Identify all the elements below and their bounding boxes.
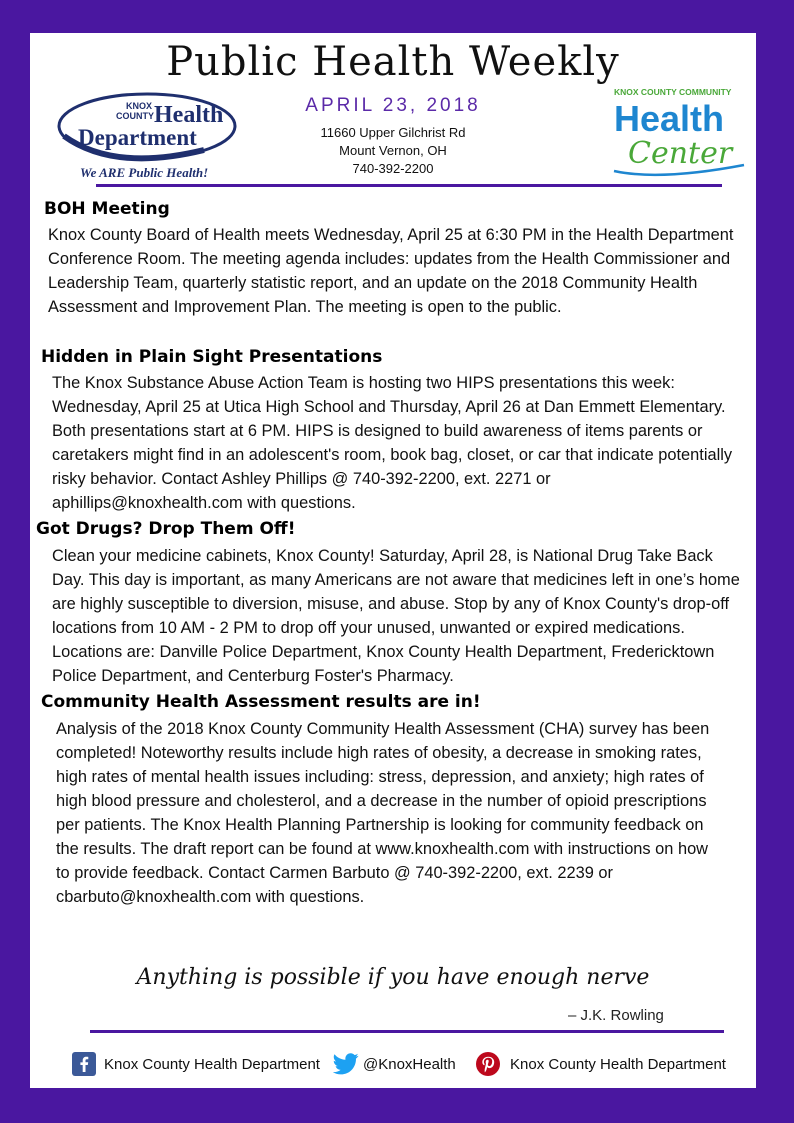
section-title-drug-take-back: Got Drugs? Drop Them Off! xyxy=(36,519,296,539)
facebook-link[interactable] xyxy=(72,1051,320,1077)
logo-right-top: KNOX COUNTY COMMUNITY xyxy=(614,87,732,97)
twitter-icon xyxy=(333,1053,359,1075)
twitter-link[interactable] xyxy=(333,1051,456,1077)
quote-author: – J.K. Rowling xyxy=(568,1007,664,1024)
phone-number: 740-392-2200 xyxy=(352,161,434,176)
twitter-label: @KnoxHealth xyxy=(363,1055,456,1073)
header-divider xyxy=(96,184,722,187)
logo-left-tagline: We ARE Public Health! xyxy=(80,165,209,180)
logo-left-word2: Department xyxy=(78,125,197,150)
section-body-cha-results: Analysis of the 2018 Knox County Community Health Assessment (CHA) survey has been completed! Noteworthy results include high rates of obesity, a decrease in smoking rates, high rates of mental health issues including: stress, depression, and anxiety; high rates of high blood pressure and cholesterol, and a decrease in the number of opioid prescriptions per patients. The Knox Health Planning Partnership is looking for community feedback on the results. The draft report can be found at www.knoxhealth.com with instructions on how to provide feedback. Contact Carmen Barbuto @ 740-392-2200, ext. 2239 or cbarbuto@knoxhealth.com with questions. xyxy=(56,720,710,906)
newsletter-page xyxy=(30,33,756,1088)
section-body-drug-take-back: Clean your medicine cabinets, Knox County! Saturday, April 28, is National Drug Take Back Day. This day is important, as many Americans are not aware that medicines left in one’s home are highly susceptible to diversion, misuse, and abuse. Stop by any of Knox County's drop-off locations from 10 AM - 2 PM to drop off your unused, unwanted or expired medications. Locations are: Danville Police Department, Knox County Health Department, Fredericktown Police Department, and Centerburg Foster's Pharmacy. xyxy=(52,547,740,685)
section-title-hips: Hidden in Plain Sight Presentations xyxy=(41,347,383,367)
section-body-boh: Knox County Board of Health meets Wednesday, April 25 at 6:30 PM in the Health Department Conference Room. The meeting agenda includes: updates from the Health Commissioner and Leadership Team, quarterly statistic report, and an update on the 2018 Community Health Assessment and Improvement Plan. The meeting is open to the public. xyxy=(48,226,734,316)
logo-left-small-bottom: COUNTY xyxy=(116,111,154,121)
section-body-hips: The Knox Substance Abuse Action Team is hosting two HIPS presentations this week: Wednesday, April 25 at Utica High School and Thursday, April 26 at Dan Emmett Elementary. Both presentations start at 6 PM. HIPS is designed to build awareness of items parents or caretakers might find in an adolescent's room, book bag, closet, or car that indicate potentially risky behavior. Contact Ashley Phillips @ 740-392-2200, ext. 2271 or aphillips@knoxhealth.com with questions. xyxy=(52,374,733,512)
address-line-2: Mount Vernon, OH xyxy=(339,143,447,158)
pinterest-link[interactable] xyxy=(476,1051,726,1077)
footer-divider xyxy=(90,1030,724,1033)
logo-left-word1: Health xyxy=(154,102,224,128)
issue-date: APRIL 23, 2018 xyxy=(305,95,481,116)
facebook-icon xyxy=(72,1052,96,1076)
masthead-title: Public Health Weekly xyxy=(166,39,620,85)
logo-left-small-top: KNOX xyxy=(126,101,153,111)
logo-right-word1: Health xyxy=(614,98,725,139)
section-title-cha-results: Community Health Assessment results are in! xyxy=(41,692,481,712)
quote-text: Anything is possible if you have enough nerve xyxy=(136,965,650,990)
pinterest-icon xyxy=(476,1052,500,1076)
facebook-label: Knox County Health Department xyxy=(104,1055,320,1073)
section-title-boh: BOH Meeting xyxy=(44,199,170,219)
address-line-1: 11660 Upper Gilchrist Rd xyxy=(320,125,466,140)
pinterest-label: Knox County Health Department xyxy=(510,1055,726,1073)
logo-right-word2: Center xyxy=(628,136,733,171)
health-center-logo xyxy=(610,85,750,180)
